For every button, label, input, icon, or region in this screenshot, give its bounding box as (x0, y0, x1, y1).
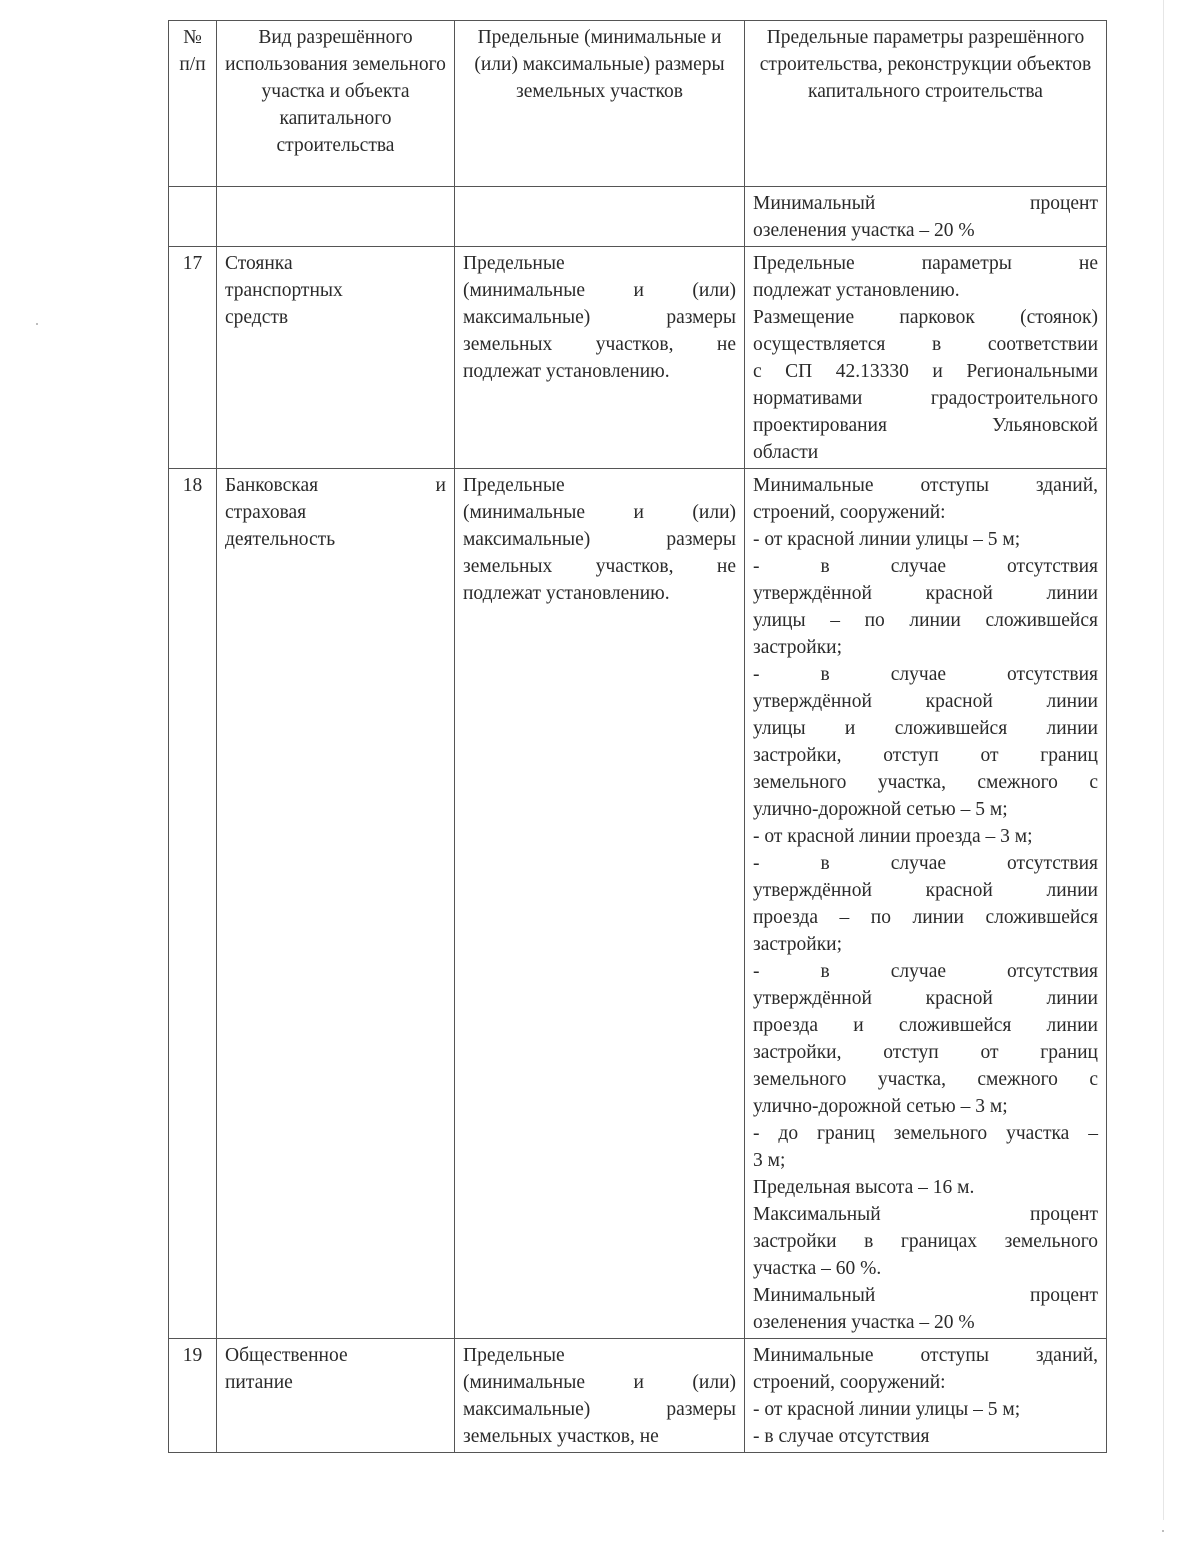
cell-line: - в случае отсутствия (753, 853, 1098, 874)
row-plot-sizes (455, 247, 745, 469)
cell-line: озеленения участка – 20 % (753, 220, 975, 241)
cell-line: - в случае отсутствия (753, 664, 1098, 685)
cell-line: проектирования Ульяновской (753, 415, 1098, 436)
cell-line: питание (225, 1372, 293, 1393)
cell-line: Минимальные отступы зданий, (753, 1345, 1098, 1366)
cell-line: Минимальный процент (753, 1285, 1098, 1306)
regulations-table (168, 20, 1107, 1453)
cell-line: (минимальные и (или) (463, 502, 736, 523)
cell-line: Предельные (463, 1345, 565, 1366)
row-plot-sizes (455, 1339, 745, 1453)
cell-line: деятельность (225, 529, 336, 550)
header-construction-params (745, 21, 1107, 187)
row-construction-params (745, 1339, 1107, 1453)
cell-line: Минимальные отступы зданий, (753, 475, 1098, 496)
cell-line: с СП 42.13330 и Региональными (753, 361, 1098, 382)
cell-line: Максимальный процент (753, 1204, 1098, 1225)
cell-line: подлежат установлению. (753, 280, 960, 301)
cell-line: застройки; (753, 934, 843, 955)
row-number (169, 187, 217, 247)
cell-line: земельных участков, не (463, 334, 736, 355)
cell-line: утверждённой красной линии (753, 880, 1098, 901)
cell-line: - в случае отсутствия (753, 1426, 930, 1447)
table-row (169, 187, 1107, 247)
cell-line: максимальные) размеры (463, 529, 736, 550)
cell-line: строений, сооружений: (753, 1372, 946, 1393)
cell-line: (минимальные и (или) (463, 1372, 736, 1393)
cell-line: Предельные (463, 253, 565, 274)
cell-line: Общественное (225, 1345, 348, 1366)
cell-line: - в случае отсутствия (753, 961, 1098, 982)
cell-line: средств (225, 307, 289, 328)
header-plot-sizes (455, 21, 745, 187)
scan-speck (1162, 1530, 1164, 1532)
cell-line: улично-дорожной сетью – 3 м; (753, 1096, 1008, 1117)
cell-line: улицы и сложившейся линии (753, 718, 1098, 739)
row-permitted-use (217, 187, 455, 247)
cell-line: - от красной линии улицы – 5 м; (753, 529, 1021, 550)
row-permitted-use (217, 469, 455, 1339)
cell-line: земельных участков, не (463, 1426, 659, 1447)
cell-line: Размещение парковок (стоянок) (753, 307, 1098, 328)
cell-line: утверждённой красной линии (753, 691, 1098, 712)
cell-line: подлежат установлению. (463, 583, 670, 604)
cell-line: строений, сооружений: (753, 502, 946, 523)
row-construction-params (745, 247, 1107, 469)
cell-line: застройки, отступ от границ (753, 745, 1098, 766)
cell-line: Предельные параметры не (753, 253, 1098, 274)
cell-line: утверждённой красной линии (753, 988, 1098, 1009)
cell-line: земельного участка, смежного с (753, 1069, 1098, 1090)
cell-line: Банковская и (225, 475, 446, 496)
table-header-row (169, 21, 1107, 187)
cell-line: Минимальный процент (753, 193, 1098, 214)
cell-line: области (753, 442, 819, 463)
cell-line: - до границ земельного участка – (753, 1123, 1098, 1144)
cell-line: максимальные) размеры (463, 1399, 736, 1420)
cell-line: (минимальные и (или) (463, 280, 736, 301)
row-permitted-use (217, 1339, 455, 1453)
cell-line: осуществляется в соответствии (753, 334, 1098, 355)
header-permitted-use (217, 21, 455, 187)
row-number (169, 1339, 217, 1453)
row-permitted-use (217, 247, 455, 469)
cell-line: улицы – по линии сложившейся (753, 610, 1098, 631)
cell-text: 17 (182, 253, 203, 274)
cell-line: земельных участков, не (463, 556, 736, 577)
cell-line: Стоянка (225, 253, 293, 274)
table-row (169, 469, 1107, 1339)
table-row (169, 1339, 1107, 1453)
header-construction-params-text: Предельные параметры разрешённого строительства, реконструкции объектов капитального строительства (759, 27, 1092, 102)
cell-text: 19 (182, 1345, 203, 1366)
row-plot-sizes (455, 187, 745, 247)
cell-line: участка – 60 %. (753, 1258, 882, 1279)
header-number (169, 21, 217, 187)
row-construction-params (745, 469, 1107, 1339)
table-row (169, 247, 1107, 469)
header-permitted-use-text: Вид разрешённого использования земельного участка и объекта капитального строительства (225, 27, 446, 156)
row-plot-sizes (455, 469, 745, 1339)
row-number (169, 247, 217, 469)
header-number-text: № п/п (179, 27, 206, 75)
cell-line: утверждённой красной линии (753, 583, 1098, 604)
row-number (169, 469, 217, 1339)
cell-line: застройки, отступ от границ (753, 1042, 1098, 1063)
cell-line: страховая (225, 502, 307, 523)
header-plot-sizes-text: Предельные (минимальные и (или) максимальные) размеры земельных участков (474, 27, 725, 102)
row-construction-params (745, 187, 1107, 247)
cell-line: улично-дорожной сетью – 5 м; (753, 799, 1008, 820)
cell-line: максимальные) размеры (463, 307, 736, 328)
cell-line: озеленения участка – 20 % (753, 1312, 975, 1333)
scan-speck (36, 323, 38, 325)
cell-line: подлежат установлению. (463, 361, 670, 382)
cell-line: земельного участка, смежного с (753, 772, 1098, 793)
cell-line: застройки; (753, 637, 843, 658)
cell-text: 18 (182, 475, 203, 496)
cell-line: - от красной линии проезда – 3 м; (753, 826, 1033, 847)
cell-line: Предельные (463, 475, 565, 496)
cell-line: проезда – по линии сложившейся (753, 907, 1098, 928)
cell-line: нормативами градостроительного (753, 388, 1098, 409)
cell-line: 3 м; (753, 1150, 786, 1171)
cell-line: проезда и сложившейся линии (753, 1015, 1098, 1036)
cell-line: застройки в границах земельного (753, 1231, 1098, 1252)
cell-line: - в случае отсутствия (753, 556, 1098, 577)
scan-edge-line (1163, 0, 1164, 1520)
cell-line: транспортных (225, 280, 343, 301)
cell-line: Предельная высота – 16 м. (753, 1177, 975, 1198)
cell-line: - от красной линии улицы – 5 м; (753, 1399, 1021, 1420)
